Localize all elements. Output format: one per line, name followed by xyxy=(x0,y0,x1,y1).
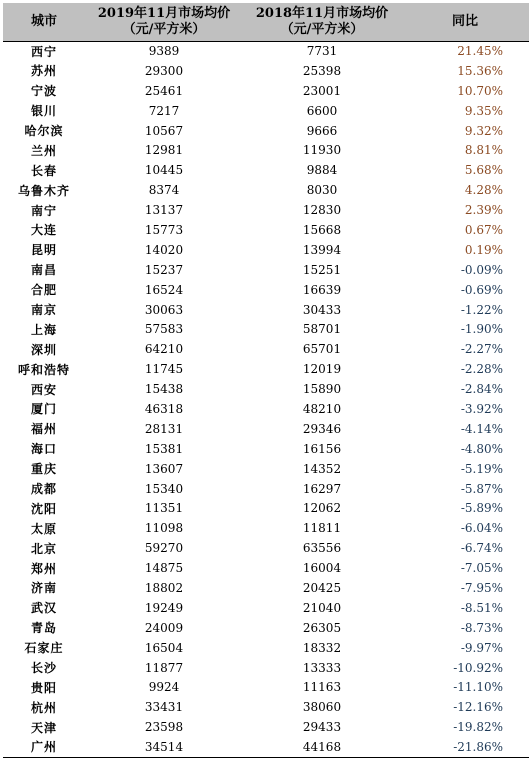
table-row xyxy=(3,41,529,61)
header-price-2018-line2: （元/平方米） xyxy=(280,21,364,37)
cell-city: 福州 xyxy=(30,422,57,437)
table-row xyxy=(3,697,529,717)
cell-yoy: -10.92% xyxy=(453,660,503,675)
cell-price-2019: 14875 xyxy=(144,561,184,576)
header-price-2019 xyxy=(85,3,243,41)
cell-yoy: -4.80% xyxy=(460,441,503,456)
city-price-table xyxy=(3,3,529,758)
cell-price-2018: 15890 xyxy=(302,382,342,397)
cell-price-2018: 29346 xyxy=(302,421,342,436)
header-city-label: 城市 xyxy=(30,13,57,29)
cell-price-2018: 15668 xyxy=(302,222,342,237)
table-row xyxy=(3,518,529,538)
table-row xyxy=(3,200,529,220)
cell-yoy: -1.90% xyxy=(460,322,503,337)
table-row xyxy=(3,61,529,81)
cell-price-2019: 29300 xyxy=(144,63,184,78)
cell-price-2018: 13994 xyxy=(302,242,342,257)
cell-price-2018: 13333 xyxy=(302,660,342,675)
cell-price-2019: 11098 xyxy=(144,521,184,536)
cell-city: 南京 xyxy=(30,303,57,318)
table-row xyxy=(3,81,529,101)
cell-yoy: -1.22% xyxy=(460,302,503,317)
cell-price-2019: 28131 xyxy=(144,421,184,436)
table-row xyxy=(3,319,529,339)
cell-city: 昆明 xyxy=(30,243,57,258)
table-row xyxy=(3,260,529,280)
cell-city: 广州 xyxy=(30,740,57,755)
cell-yoy: 8.81% xyxy=(464,143,503,158)
cell-price-2019: 59270 xyxy=(144,541,184,556)
cell-city: 济南 xyxy=(30,581,57,596)
cell-price-2019: 10445 xyxy=(144,163,184,178)
cell-yoy: -21.86% xyxy=(453,739,503,754)
cell-yoy: -2.27% xyxy=(460,342,503,357)
cell-yoy: -2.28% xyxy=(460,362,503,377)
cell-yoy: -7.05% xyxy=(460,561,503,576)
table-row xyxy=(3,678,529,698)
cell-price-2019: 15237 xyxy=(144,262,184,277)
cell-price-2018: 44168 xyxy=(302,739,342,754)
cell-price-2018: 16156 xyxy=(302,441,342,456)
cell-price-2018: 16639 xyxy=(302,282,342,297)
cell-price-2018: 26305 xyxy=(302,620,342,635)
cell-yoy: -12.16% xyxy=(453,700,503,715)
cell-city: 上海 xyxy=(30,322,57,337)
cell-yoy: -6.04% xyxy=(460,521,503,536)
table-row xyxy=(3,121,529,141)
cell-yoy: -9.97% xyxy=(460,640,503,655)
cell-yoy: 0.19% xyxy=(464,242,503,257)
cell-price-2018: 63556 xyxy=(302,541,342,556)
cell-city: 北京 xyxy=(30,541,57,556)
cell-city: 南昌 xyxy=(30,263,57,278)
table-row xyxy=(3,737,529,757)
cell-price-2019: 25461 xyxy=(144,83,184,98)
table-body xyxy=(3,41,529,757)
cell-price-2019: 15340 xyxy=(144,481,184,496)
table-row xyxy=(3,101,529,121)
cell-price-2019: 16504 xyxy=(144,640,184,655)
cell-price-2019: 34514 xyxy=(144,739,184,754)
table-row xyxy=(3,459,529,479)
cell-city: 宁波 xyxy=(30,84,57,99)
header-city xyxy=(3,3,85,41)
cell-yoy: 2.39% xyxy=(464,203,503,218)
cell-city: 长春 xyxy=(30,163,57,178)
cell-city: 乌鲁木齐 xyxy=(17,183,70,198)
cell-price-2019: 24009 xyxy=(144,620,184,635)
cell-price-2019: 64210 xyxy=(144,342,184,357)
cell-price-2019: 9389 xyxy=(148,44,180,59)
cell-price-2018: 7731 xyxy=(306,44,338,59)
cell-city: 长沙 xyxy=(30,661,57,676)
table-row xyxy=(3,140,529,160)
cell-yoy: -2.84% xyxy=(460,382,503,397)
cell-price-2019: 19249 xyxy=(144,600,184,615)
cell-price-2019: 15381 xyxy=(144,441,184,456)
cell-yoy: 0.67% xyxy=(464,222,503,237)
header-row xyxy=(3,3,529,41)
table-row xyxy=(3,538,529,558)
table-row xyxy=(3,439,529,459)
cell-price-2018: 38060 xyxy=(302,700,342,715)
cell-city: 兰州 xyxy=(30,143,57,158)
cell-price-2018: 30433 xyxy=(302,302,342,317)
table-row xyxy=(3,479,529,499)
cell-price-2019: 30063 xyxy=(144,302,184,317)
cell-yoy: -5.87% xyxy=(460,481,503,496)
table-row xyxy=(3,240,529,260)
cell-price-2019: 13137 xyxy=(144,203,184,218)
cell-price-2018: 16297 xyxy=(302,481,342,496)
cell-city: 石家庄 xyxy=(24,641,64,656)
cell-price-2018: 11811 xyxy=(302,521,342,536)
table-row xyxy=(3,160,529,180)
table-row xyxy=(3,578,529,598)
cell-yoy: 9.35% xyxy=(464,103,503,118)
cell-yoy: -8.73% xyxy=(460,620,503,635)
cell-price-2019: 23598 xyxy=(144,720,184,735)
cell-price-2019: 16524 xyxy=(144,282,184,297)
table-row xyxy=(3,399,529,419)
cell-city: 西宁 xyxy=(30,44,57,59)
cell-yoy: -7.95% xyxy=(460,580,503,595)
cell-price-2018: 11163 xyxy=(302,680,342,695)
table-row xyxy=(3,280,529,300)
cell-city: 郑州 xyxy=(30,561,57,576)
table-row xyxy=(3,618,529,638)
table-row xyxy=(3,379,529,399)
cell-yoy: -5.89% xyxy=(460,501,503,516)
cell-price-2019: 12981 xyxy=(144,143,184,158)
cell-yoy: -3.92% xyxy=(460,401,503,416)
table-row xyxy=(3,638,529,658)
cell-price-2018: 12019 xyxy=(302,362,342,377)
cell-price-2019: 10567 xyxy=(144,123,184,138)
cell-city: 合肥 xyxy=(30,283,57,298)
cell-price-2018: 12062 xyxy=(302,501,342,516)
cell-city: 杭州 xyxy=(30,700,57,715)
cell-city: 青岛 xyxy=(30,621,57,636)
cell-yoy: 15.36% xyxy=(457,63,503,78)
cell-price-2019: 57583 xyxy=(144,322,184,337)
cell-yoy: -4.14% xyxy=(460,421,503,436)
cell-price-2019: 8374 xyxy=(148,183,180,198)
cell-price-2018: 15251 xyxy=(302,262,342,277)
header-price-2018-line1: 2018年11月市场均价 xyxy=(255,5,389,21)
cell-city: 苏州 xyxy=(30,64,57,79)
cell-price-2018: 8030 xyxy=(306,183,338,198)
cell-city: 天津 xyxy=(30,720,57,735)
cell-yoy: -8.51% xyxy=(460,600,503,615)
cell-city: 重庆 xyxy=(30,462,57,477)
cell-yoy: 10.70% xyxy=(457,83,503,98)
cell-yoy: -0.69% xyxy=(460,282,503,297)
cell-city: 厦门 xyxy=(30,402,57,417)
header-yoy xyxy=(401,3,529,41)
table-row xyxy=(3,180,529,200)
cell-price-2019: 7217 xyxy=(148,103,180,118)
cell-price-2018: 20425 xyxy=(302,580,342,595)
cell-city: 太原 xyxy=(30,521,57,536)
cell-price-2018: 12830 xyxy=(302,203,342,218)
cell-price-2018: 21040 xyxy=(302,600,342,615)
cell-city: 哈尔滨 xyxy=(24,124,64,138)
cell-price-2018: 25398 xyxy=(302,63,342,78)
table-row xyxy=(3,339,529,359)
cell-price-2019: 15773 xyxy=(144,222,184,237)
price-table-container xyxy=(3,3,529,760)
table-row xyxy=(3,419,529,439)
table-row xyxy=(3,498,529,518)
cell-price-2018: 65701 xyxy=(302,342,342,357)
cell-price-2018: 16004 xyxy=(302,561,342,576)
cell-city: 贵阳 xyxy=(30,680,57,695)
cell-yoy: -11.10% xyxy=(453,680,503,695)
cell-price-2018: 18332 xyxy=(302,640,342,655)
cell-price-2018: 6600 xyxy=(306,103,338,118)
cell-price-2019: 13607 xyxy=(144,461,184,476)
cell-city: 南宁 xyxy=(30,203,57,218)
table-row xyxy=(3,658,529,678)
cell-city: 沈阳 xyxy=(30,501,57,516)
cell-price-2019: 11351 xyxy=(144,501,184,516)
cell-price-2019: 11877 xyxy=(144,660,184,675)
table-row xyxy=(3,558,529,578)
cell-city: 呼和浩特 xyxy=(17,362,70,377)
table-row xyxy=(3,300,529,320)
cell-yoy: -5.19% xyxy=(460,461,503,476)
cell-city: 武汉 xyxy=(30,601,57,616)
cell-yoy: 4.28% xyxy=(464,183,503,198)
cell-price-2018: 11930 xyxy=(302,143,342,158)
cell-price-2018: 48210 xyxy=(302,401,342,416)
cell-price-2018: 9884 xyxy=(306,163,338,178)
header-price-2019-line2: （元/平方米） xyxy=(122,21,206,37)
cell-price-2018: 14352 xyxy=(302,461,342,476)
cell-price-2019: 33431 xyxy=(144,700,184,715)
cell-price-2019: 9924 xyxy=(148,680,180,695)
cell-price-2018: 29433 xyxy=(302,720,342,735)
cell-city: 海口 xyxy=(30,442,57,457)
table-header xyxy=(3,3,529,41)
cell-price-2018: 23001 xyxy=(302,83,342,98)
cell-price-2019: 15438 xyxy=(144,382,184,397)
cell-price-2018: 9666 xyxy=(306,123,338,138)
cell-city: 大连 xyxy=(30,223,57,238)
header-price-2018 xyxy=(243,3,401,41)
table-row xyxy=(3,220,529,240)
table-row xyxy=(3,598,529,618)
cell-price-2019: 46318 xyxy=(144,401,184,416)
header-yoy-label: 同比 xyxy=(451,13,478,29)
cell-yoy: -0.09% xyxy=(460,262,503,277)
cell-city: 成都 xyxy=(30,482,57,497)
cell-city: 西安 xyxy=(30,382,57,397)
cell-yoy: -19.82% xyxy=(453,720,503,735)
cell-city: 银川 xyxy=(30,104,57,119)
cell-city: 深圳 xyxy=(30,342,57,357)
cell-price-2019: 11745 xyxy=(144,362,184,377)
cell-yoy: -6.74% xyxy=(460,541,503,556)
header-price-2019-line1: 2019年11月市场均价 xyxy=(97,5,231,21)
cell-yoy: 9.32% xyxy=(464,123,503,138)
cell-price-2018: 58701 xyxy=(302,322,342,337)
cell-yoy: 5.68% xyxy=(464,163,503,178)
table-row xyxy=(3,717,529,737)
table-row xyxy=(3,359,529,379)
cell-price-2019: 14020 xyxy=(144,242,184,257)
cell-price-2019: 18802 xyxy=(144,580,184,595)
cell-yoy: 21.45% xyxy=(457,44,503,59)
